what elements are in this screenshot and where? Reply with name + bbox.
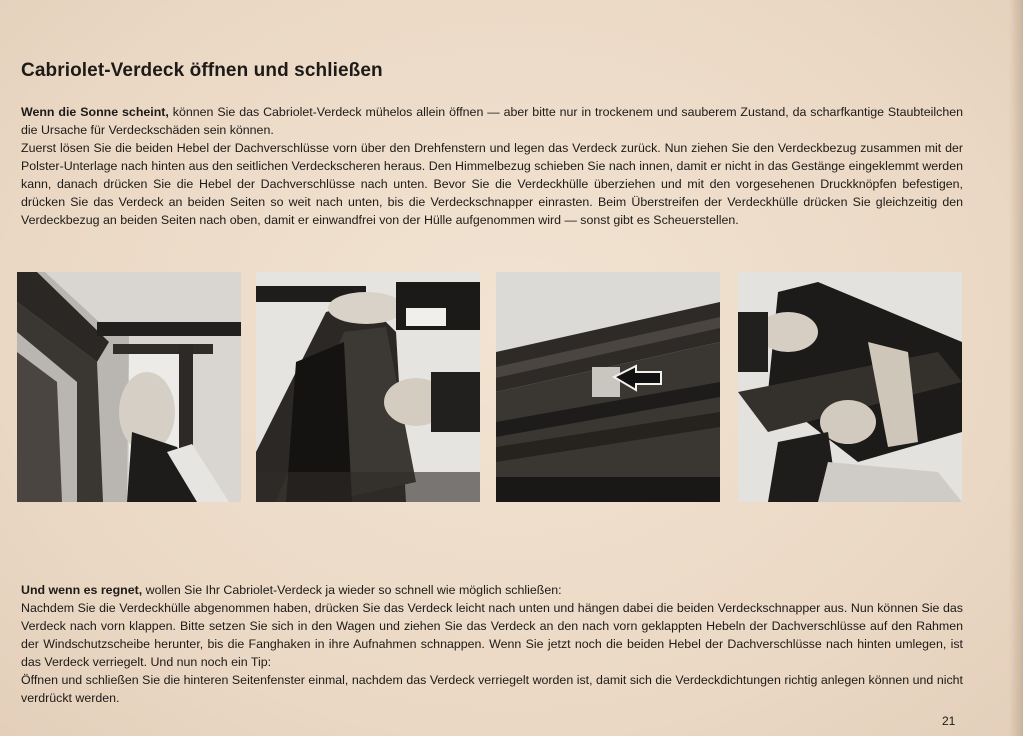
photo-roof-boot — [738, 272, 962, 502]
close-instructions: Nachdem Sie die Verdeckhülle abgenommen haben, drücken Sie das Verdeck leicht nach unten und hängen dabei die beiden Verdeckschnapper aus. Nun können Sie das Verdeck nach vorn klappen. Bitte setzen Sie sich in den Wagen und ziehen Sie das Verdeck an den nach vorn geklappten Hebeln der Dachverschlüsse auf den Rahmen der Windschutzscheibe herunter, bis die Fanghaken in ihre Aufnahmen schnappen. Wenn Sie jetzt noch die beiden Hebel der Dachverschlüsse nach hinten umlegen, ist das Verdeck verriegelt. Und nun noch ein Tip: — [21, 601, 963, 669]
photo-roof-boot-image — [738, 272, 962, 502]
photo-roof-cover-image — [256, 272, 480, 502]
page-title: Cabriolet-Verdeck öffnen und schließen — [21, 60, 383, 81]
photo-roof-cover — [256, 272, 480, 502]
photo-latch-lever — [17, 272, 241, 502]
lead-rain: Und wenn es regnet, — [21, 583, 143, 597]
photo-latch-hook-image — [496, 272, 720, 502]
photo-latch-hook — [496, 272, 720, 502]
section-close-roof — [21, 581, 963, 707]
intro-text: können Sie das Cabriolet-Verdeck mühelos allein öffnen — aber bitte nur in trockenem und sauberem Zustand, da scharfkantige Staubteilchen die Ursache für Verdeckschäden sein können. — [21, 105, 963, 137]
photo-latch-lever-image — [17, 272, 241, 502]
close-intro-paragraph — [21, 581, 963, 599]
section-open-roof — [21, 103, 963, 229]
lead-sunshine: Wenn die Sonne scheint, — [21, 105, 169, 119]
tip-text: Öffnen und schließen Sie die hinteren Seitenfenster einmal, nachdem das Verdeck verriegelt worden ist, damit sich die Verdeckdichtungen richtig anlegen können und nicht verdrückt werden. — [21, 673, 963, 705]
open-instructions: Zuerst lösen Sie die beiden Hebel der Dachverschlüsse vorn über den Drehfenstern und legen das Verdeck zurück. Nun ziehen Sie den Verdeckbezug zusammen mit der Polster-Unterlage nach hinten aus den seitlichen Verdeckscheren heraus. Den Himmelbezug schieben Sie nach innen, damit er nicht in das Gestänge eingeklemmt werden kann, danach drücken Sie die Hebel der Dachverschlüsse nach unten. Bevor Sie die Verdeckhülle überziehen und mit den vorgesehenen Druckknöpfen befestigen, drücken Sie das Verdeck an beiden Seiten so weit nach unten, bis die Verdeckschnapper einrasten. Beim Überstreifen der Verdeckhülle drücken Sie gleichzeitig den Verdeckbezug an beiden Seiten nach oben, damit er einwandfrei von der Hülle aufgenommen wird — sonst gibt es Scheuerstellen. — [21, 141, 963, 227]
page-fold-shadow — [1009, 0, 1023, 736]
intro-paragraph — [21, 103, 963, 139]
page-number: 21 — [942, 714, 956, 728]
close-intro-text: wollen Sie Ihr Cabriolet-Verdeck ja wieder so schnell wie möglich schließen: — [142, 583, 562, 597]
